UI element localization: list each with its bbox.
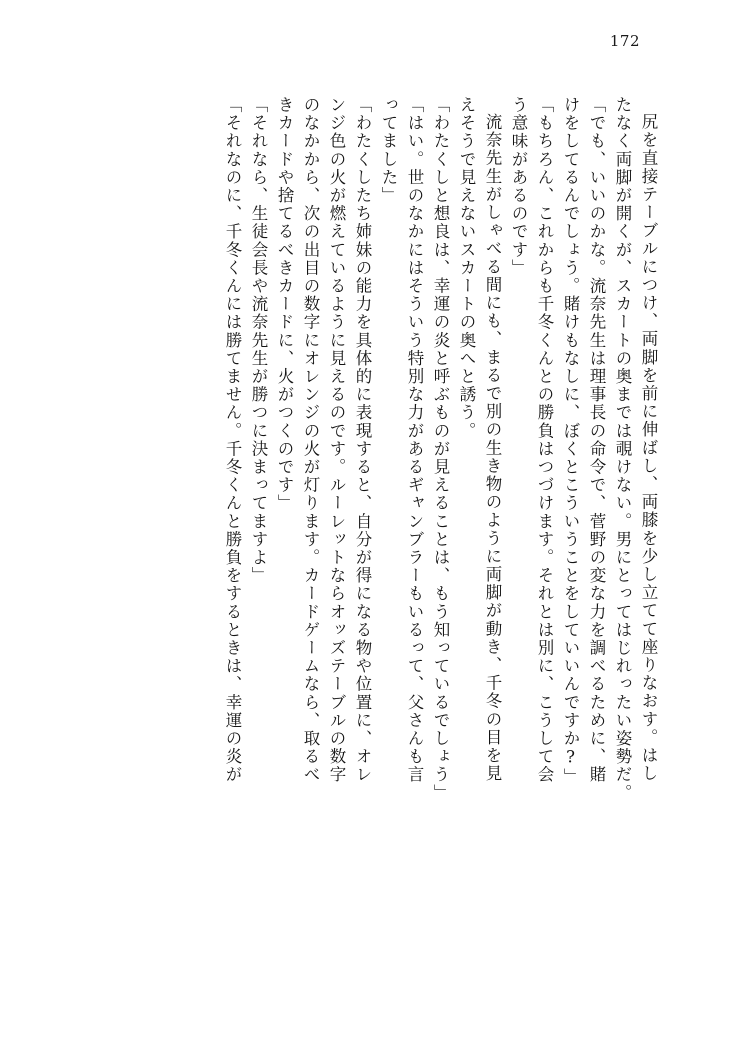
page-number: 172 bbox=[609, 32, 640, 50]
text-line: 「もちろん、これからも千冬くんとの勝負はつづけます。それとは別に、こうして会 bbox=[535, 96, 554, 784]
text-line: たなく両脚が開くが、スカートの奥までは覗けない。男にとってはじれったい姿勢だ。 bbox=[613, 96, 632, 802]
text-line: ンジ色の火が燃えているように見えるのです。ルーレットならオッズテーブルの数字 bbox=[327, 96, 346, 784]
text-line: 「はい。世のなかにはそういう特別な力があるギャンブラーもいるって、父さんも言 bbox=[405, 96, 424, 784]
text-line: 流奈先生がしゃべる間にも、まるで別の生き物のように両脚が動き、千冬の目を見 bbox=[483, 113, 502, 783]
text-line: のなかから、次の出目の数字にオレンジの火が灯ります。カードゲームなら、取るべ bbox=[301, 96, 320, 784]
text-line: 「わたくしたち姉妹の能力を具体的に表現すると、自分が得になる物や位置に、オレ bbox=[353, 96, 372, 784]
text-line: 尻を直接テーブルにつけ、両脚を前に伸ばし、両膝を少し立てて座りなおす。はし bbox=[639, 113, 658, 783]
text-line: けをしてるんでしょう。賭けもなしに、ぼくとこういうことをしていいんですか?」 bbox=[561, 96, 580, 787]
text-line: 「でも、いいのかな。流奈先生は理事長の命令で、菅野の変な力を調べるために、賭 bbox=[587, 96, 606, 784]
text-line: 「わたくしと想良は、幸運の炎と呼ぶものが見えることは、もう知っているでしょう」 bbox=[431, 96, 450, 802]
vertical-text-body bbox=[84, 96, 656, 951]
text-line: えそうで見えないスカートの奥へと誘う。 bbox=[457, 96, 476, 440]
text-line: う意味があるのです」 bbox=[509, 96, 528, 277]
text-line: 「それなら、生徒会長や流奈先生が勝つに決まってますよ」 bbox=[249, 96, 268, 585]
text-line: ってました」 bbox=[379, 96, 398, 205]
text-line: きカードや捨てるべきカードに、火がつくのです」 bbox=[275, 96, 294, 513]
text-line: 「それなのに、千冬くんには勝てません。千冬くんと勝負をするときは、幸運の炎が bbox=[223, 96, 242, 784]
